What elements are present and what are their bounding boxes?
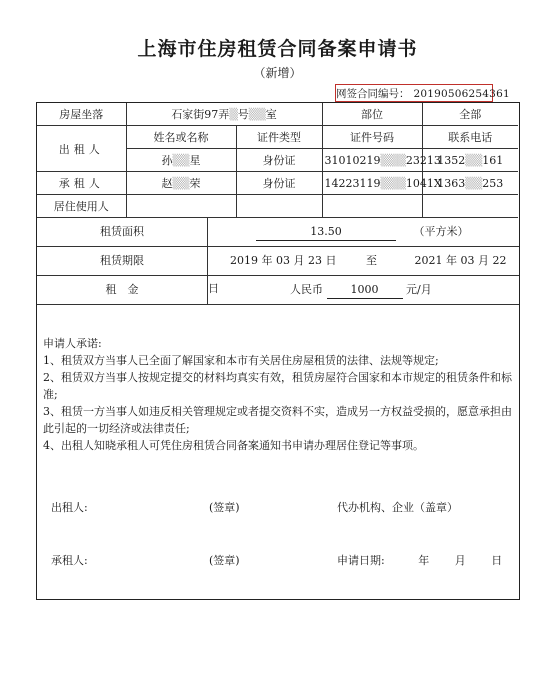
contract-number-box	[335, 84, 510, 102]
area-label: 租赁面积	[37, 218, 208, 246]
lessee-name: 赵▒▒荣	[126, 172, 236, 195]
commitment-section	[43, 335, 513, 454]
occupant-phone	[422, 195, 518, 218]
occupant-row	[37, 195, 518, 218]
rent-label: 租 金	[37, 276, 208, 304]
commitment-item: 3、租赁一方当事人如违反相关管理规定或者提交资料不实，造成另一方权益受损的，愿意承担由此引起的一切经济或法律责任;	[43, 405, 512, 435]
redacted-mark: ▒	[229, 108, 238, 121]
area-row	[37, 218, 519, 247]
unit-label: 部位	[322, 103, 422, 126]
redacted-mark: ▒▒▒	[380, 176, 406, 190]
commitment-item: 1、租赁双方当事人已全面了解国家和本市有关居住房屋租赁的法律、法规等规定;	[43, 354, 439, 367]
lessor-name: 孙▒▒星	[126, 149, 236, 172]
commitment-item: 4、出租人知晓承租人可凭住房租赁合同备案通知书申请办理居住登记等事项。	[43, 439, 424, 452]
area-unit: （平方米）	[413, 225, 469, 238]
rent-unit: 元/月	[406, 283, 432, 296]
lessee-row	[37, 172, 518, 195]
term-end: 2021 年 03 月 22 日	[208, 254, 507, 295]
redacted-mark: ▒▒	[248, 108, 266, 121]
property-address: 石家街97弄▒号▒▒室	[126, 103, 322, 126]
occupant-label: 居住使用人	[37, 195, 126, 218]
lessor-label: 出租人	[37, 126, 126, 172]
rent-value: 1000	[327, 282, 403, 299]
property-row	[37, 103, 518, 126]
lessor-signature-label: 出租人:	[51, 501, 88, 514]
commitment-item: 2、租赁双方当事人按规定提交的材料均真实有效，租赁房屋符合国家和本市规定的租赁条件和标准;	[43, 371, 512, 401]
lessee-seal: (签章)	[209, 554, 240, 567]
redacted-mark: ▒▒	[465, 153, 483, 167]
col-phone-header: 联系电话	[422, 126, 518, 149]
unit-value: 全部	[422, 103, 518, 126]
redacted-mark: ▒▒	[172, 177, 190, 190]
lessee-id-number: 14223119▒▒▒1041X	[322, 172, 422, 195]
lessee-phone: 1363▒▒253	[422, 172, 518, 195]
redacted-mark: ▒▒	[465, 176, 483, 190]
redacted-mark: ▒▒	[172, 154, 190, 167]
rent-row	[37, 276, 519, 305]
term-to: 至	[365, 254, 377, 267]
commitment-heading: 申请人承诺:	[43, 337, 102, 350]
lessee-id-type: 身份证	[236, 172, 322, 195]
party-table	[37, 103, 518, 218]
occupant-id-type	[236, 195, 322, 218]
lessor-id-type: 身份证	[236, 149, 322, 172]
contract-number-label: 网签合同编号：	[336, 88, 410, 100]
header-row	[37, 126, 518, 149]
lease-terms	[37, 218, 519, 305]
lessor-seal: (签章)	[209, 501, 240, 514]
contract-number-value: 20190506254361	[413, 88, 510, 100]
term-label: 租赁期限	[37, 247, 208, 275]
lessor-id-number: 31010219▒▒▒23213	[322, 149, 422, 172]
property-label: 房屋坐落	[37, 103, 126, 126]
rent-prefix: 人民币	[290, 283, 323, 296]
area-value: 13.50	[256, 224, 396, 241]
page-title: 上海市住房租赁合同备案申请书	[137, 38, 418, 60]
col-idno-header: 证件号码	[322, 126, 422, 149]
col-name-header: 姓名或名称	[126, 126, 236, 149]
lessee-label: 承租人	[37, 172, 126, 195]
agency-seal-label: 代办机构、企业（盖章）	[337, 501, 458, 514]
term-start: 2019 年 03 月 23 日	[230, 254, 337, 267]
col-idtype-header: 证件类型	[236, 126, 322, 149]
page-subtitle: （新增）	[253, 66, 302, 80]
lessor-phone: 1352▒▒161	[422, 149, 518, 172]
lessee-signature-label: 承租人:	[51, 554, 88, 567]
occupant-name	[126, 195, 236, 218]
occupant-id-number	[322, 195, 422, 218]
application-date: 申请日期: 年 月 日	[337, 554, 503, 567]
redacted-mark: ▒▒▒	[380, 153, 406, 167]
application-form	[36, 102, 520, 600]
